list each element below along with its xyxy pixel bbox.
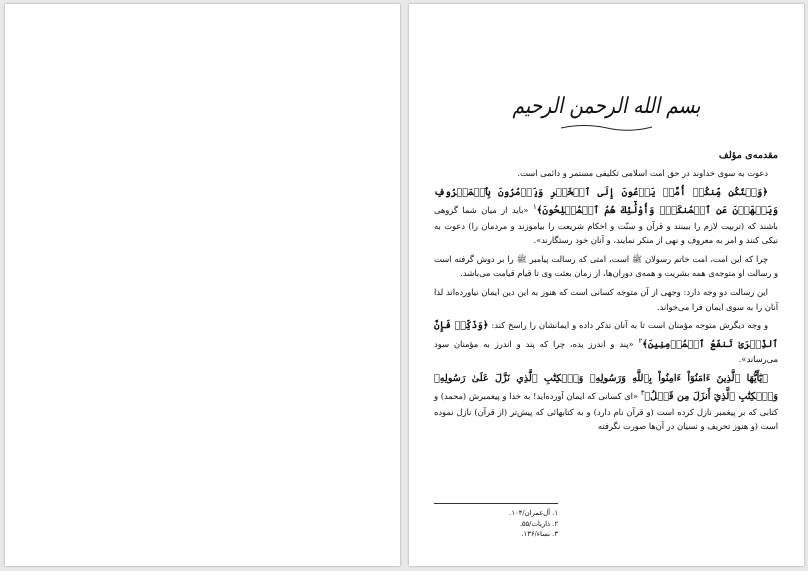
article-body [434,148,778,438]
paragraph: این رسالت دو وجه دارد: وجهی از آن متوجه کسانی است که هنوز به این دین ایمان نیاورده‌اند لذا آنان را به سوی ایمان فرا می‌خواند. [434,286,778,312]
right-page [409,4,804,566]
footnote-ref: ٢ [638,336,643,345]
footnotes [418,508,558,540]
left-page [5,4,400,566]
section-heading: مقدمه‌ی مؤلف [718,150,778,161]
footnote-ref: ١ [532,203,537,212]
quran-verse: ﴿وَذَكِّرۡ فَإِنَّ ٱلذِّكۡرَىٰ تَنفَعُ ٱلۡمُؤۡمِنِينَ﴾ [434,320,778,350]
basmala-flourish-icon [559,122,654,132]
footnote: ٣. نساء/١٣۶. [521,530,558,538]
paragraph: دعوت به سوی خداوند در حق امت اسلامی تکلیفی مستمر و دائمی است. [517,168,768,178]
paragraph: و وجه دیگرش متوجه مؤمنان است تا به آنان تذکر داده و ایمانشان را راسخ کند: ﴿وَذَكِّرۡ فَإِنَّ ٱلذِّكۡرَىٰ تَنفَعُ ٱلۡمُؤۡمِنِينَ﴾$^٢$ «پند و اندرز بده، چرا که پند و اندرز به مؤمنان سود می‌رساند». [434,320,778,365]
paragraph: ﴿يَٰٓأَيُّهَا ٱلَّذِينَ ءَامَنُوٓاْ ءَامِنُواْ بِٱللَّهِ وَرَسُولِهِۦ وَٱلۡكِتَٰبِ ٱلَّذِي نَزَّلَ عَلَىٰ رَسُولِهِۦ وَٱلۡكِتَٰبِ ٱلَّذِيٓ أَنزَلَ مِن قَبۡلُ﴾$^٣$ «ای کسانی که ایمان آورده‌اید! به خدا و پیغمبرش (محمد) و کتابی که بر پیغمبر نازل کرده است (و قرآن نام دارد) و به کتابهائی که پیش‌تر (از قرآن) نازل نموده است (و هنوز تحریف و نسیان در آن‌ها صورت نگرفته [434,372,778,432]
footnote-divider [434,503,558,504]
footnote-ref: ٣ [640,389,645,398]
quran-verse: ﴿وَلۡتَكُن مِّنكُمۡ أُمَّةٞ يَدۡعُونَ إِلَى ٱلۡخَيۡرِ وَيَأۡمُرُونَ بِٱلۡمَعۡرُوفِ وَيَنۡهَوۡنَ عَنِ ٱلۡمُنكَرِۚ وَأُوْلَٰٓئِكَ هُمُ ٱلۡمُفۡلِحُونَ﴾ [434,186,779,216]
footnote: ٢. ذاریات/۵۵. [519,519,558,528]
paragraph: چرا که این امت، امت خاتم رسولان ﷺ است، امتی که رسالت پیامبر ﷺ را بر دوش گرفته است و رسالت او متوجه‌ی همه بشریت و همه‌ی دوران‌ها، از زمان بعثت وی تا قیام قیامت می‌باشد. [434,253,778,279]
quran-verse: ﴿يَٰٓأَيُّهَا ٱلَّذِينَ ءَامَنُوٓاْ ءَامِنُواْ بِٱللَّهِ وَرَسُولِهِۦ وَٱلۡكِتَٰبِ ٱلَّذِي نَزَّلَ عَلَىٰ رَسُولِهِۦ وَٱلۡكِتَٰبِ ٱلَّذِيٓ أَنزَلَ مِن قَبۡلُ﴾ [434,372,778,403]
basmala-calligraphy: بسم الله الرحمن الرحيم [512,94,701,119]
paragraph: ﴿وَلۡتَكُن مِّنكُمۡ أُمَّةٞ يَدۡعُونَ إِلَى ٱلۡخَيۡرِ وَيَأۡمُرُونَ بِٱلۡمَعۡرُوفِ وَيَنۡهَوۡنَ عَنِ ٱلۡمُنكَرِۚ وَأُوْلَٰٓئِكَ هُمُ ٱلۡمُفۡلِحُونَ﴾$^١$ «باید از میان شما گروهی باشند که (تربیت لازم را ببینند و قرآن و سنّت و احکام شریعت را بیاموزند و مردمان را) دعوت به نیکی کنند و امر به معروف و نهی از منکر نمایند، و آنان خود رستگارند». [434,186,779,246]
footnote: ١. آل‌عمران/١٠۴. [509,509,558,517]
